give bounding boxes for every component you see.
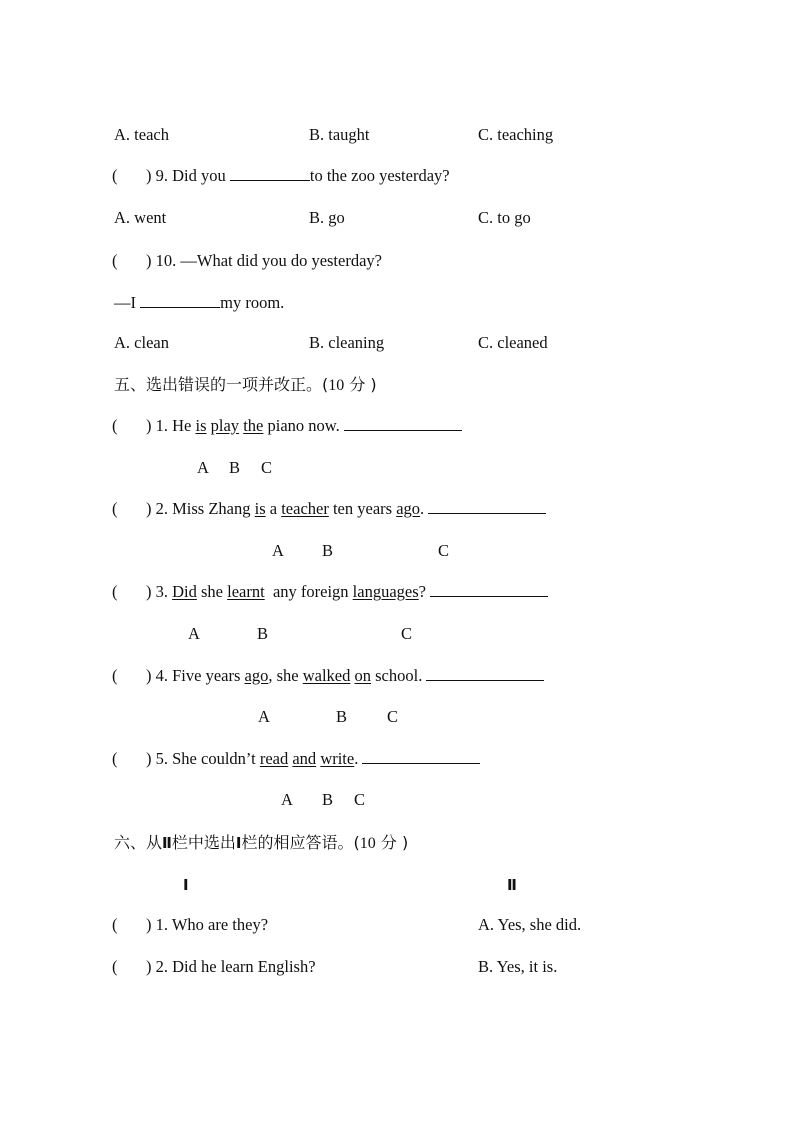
option-a-text: ago [244,666,269,685]
s5-item-3-label-c: C [401,624,413,643]
s5-item-3: ) 3. Did she learnt any foreign languages? [146,582,548,602]
q9-option-a: A. went [114,208,167,227]
s5-item-5: ) 5. She couldn’t read and write. [146,749,480,769]
column-ii-header: Ⅱ [507,876,517,894]
option-c-text: ago [396,499,421,518]
s6-question-2: 2. Did he learn English? [155,957,316,976]
q10-option-b: B. cleaning [309,333,385,352]
s5-item-3-label-a: A [188,624,200,643]
s5-item-1-paren: ( [112,416,118,435]
s5-item-1: ) 1. He is play the piano now. [146,416,462,436]
s5-item-5-label-a: A [281,790,293,809]
q9-suffix: to the zoo yesterday? [309,166,450,185]
answer-blank[interactable] [140,293,220,308]
q10-answer-suffix: my room. [220,293,285,312]
option-c-text: on [354,666,372,685]
option-b-text: play [210,416,240,435]
s6-question-1: 1. Who are they? [155,915,269,934]
s5-item-1-label-c: C [261,458,273,477]
option-b-text: and [292,749,317,768]
q10-option-a: A. clean [114,333,169,352]
option-c-text: write [320,749,355,768]
text: . [420,499,429,518]
option-a-text: read [259,749,289,768]
s5-item-5-label-c: C [354,790,366,809]
section5-title [114,375,377,396]
text: a [265,499,282,518]
correction-blank[interactable] [430,582,548,597]
s6-answer-b: B. Yes, it is. [478,957,558,976]
s5-item-2-paren: ( [112,499,118,518]
correction-blank[interactable] [426,666,544,681]
column-i-ref: Ⅰ [235,834,242,852]
section5-score-unit: 分 ) [344,375,377,394]
q10-option-c: C. cleaned [478,333,548,352]
text: school. [371,666,427,685]
q10-question [146,251,382,271]
q10-answer-line [114,293,284,313]
q10-prefix: 10. —What did you do yesterday? [155,251,382,270]
option-b-text: walked [302,666,351,685]
item-number: 2. Miss Zhang [155,499,255,518]
text: piano now. [263,416,344,435]
correction-blank[interactable] [428,499,546,514]
s6-answer-a: A. Yes, she did. [478,915,582,934]
q9-option-b: B. go [309,208,345,227]
s5-item-3-paren: ( [112,582,118,601]
correction-blank[interactable] [344,416,462,431]
section6-title [114,833,408,854]
q9-question [146,166,450,186]
item-number: 4. Five years [155,666,245,685]
section6-title-end: 栏的相应答语。( [241,833,360,852]
answer-blank[interactable] [230,166,310,181]
s5-item-1-label-b: B [229,458,241,477]
section5-title-text: 五、选出错误的一项并改正。( [114,375,329,394]
s5-item-4: ) 4. Five years ago, she walked on school. [146,666,544,686]
item-number: 1. He [155,416,196,435]
text: any foreign [264,582,353,601]
text: she [196,582,228,601]
s5-item-4-label-a: A [258,707,270,726]
s6-item-2: ) 2. Did he learn English? [146,957,316,976]
s6-item-1: ) 1. Who are they? [146,915,269,934]
option-c-text: languages [352,582,419,601]
q9-prefix: 9. Did you [155,166,230,185]
s5-item-1-label-a: A [197,458,209,477]
option-c-text: the [243,416,264,435]
item-number: 3. [155,582,173,601]
s5-item-4-paren: ( [112,666,118,685]
s5-item-4-label-c: C [387,707,399,726]
option-b-text: learnt [227,582,265,601]
q10-paren-open: ( [112,251,118,270]
q8-option-c: C. teaching [478,125,554,144]
s6-item-1-paren: ( [112,915,118,934]
section6-score-unit: 分 ) [375,833,409,852]
s5-item-4-label-b: B [336,707,348,726]
text: ten years [328,499,397,518]
correction-blank[interactable] [362,749,480,764]
s6-item-2-paren: ( [112,957,118,976]
option-b-text: teacher [281,499,329,518]
text: , she [268,666,303,685]
column-i-header: Ⅰ [183,876,189,894]
section6-title-mid: 栏中选出 [171,833,236,852]
s5-item-2-label-a: A [272,541,284,560]
s5-item-3-label-b: B [257,624,269,643]
q8-option-b: B. taught [309,125,370,144]
column-ii-ref: Ⅱ [162,834,172,852]
q9-paren-open: ( [112,166,118,185]
s5-item-2: ) 2. Miss Zhang is a teacher ten years ago. [146,499,546,519]
s5-item-5-paren: ( [112,749,118,768]
q9-option-c: C. to go [478,208,531,227]
q8-option-a: A. teach [114,125,169,144]
option-a-text: is [195,416,207,435]
section5-score: 10 [328,377,345,394]
s5-item-5-label-b: B [322,790,334,809]
text: ? [418,582,431,601]
text: . [354,749,363,768]
option-a-text: Did [172,582,197,601]
paren-close: ) [146,251,152,270]
paren-close: ) [146,166,152,185]
q10-answer-prefix: —I [114,293,141,312]
item-number: 5. She couldn’t [155,749,260,768]
section6-score: 10 [359,835,376,852]
s5-item-2-label-b: B [322,541,334,560]
section6-title-text: 六、从 [114,833,163,852]
s5-item-2-label-c: C [438,541,450,560]
option-a-text: is [254,499,266,518]
